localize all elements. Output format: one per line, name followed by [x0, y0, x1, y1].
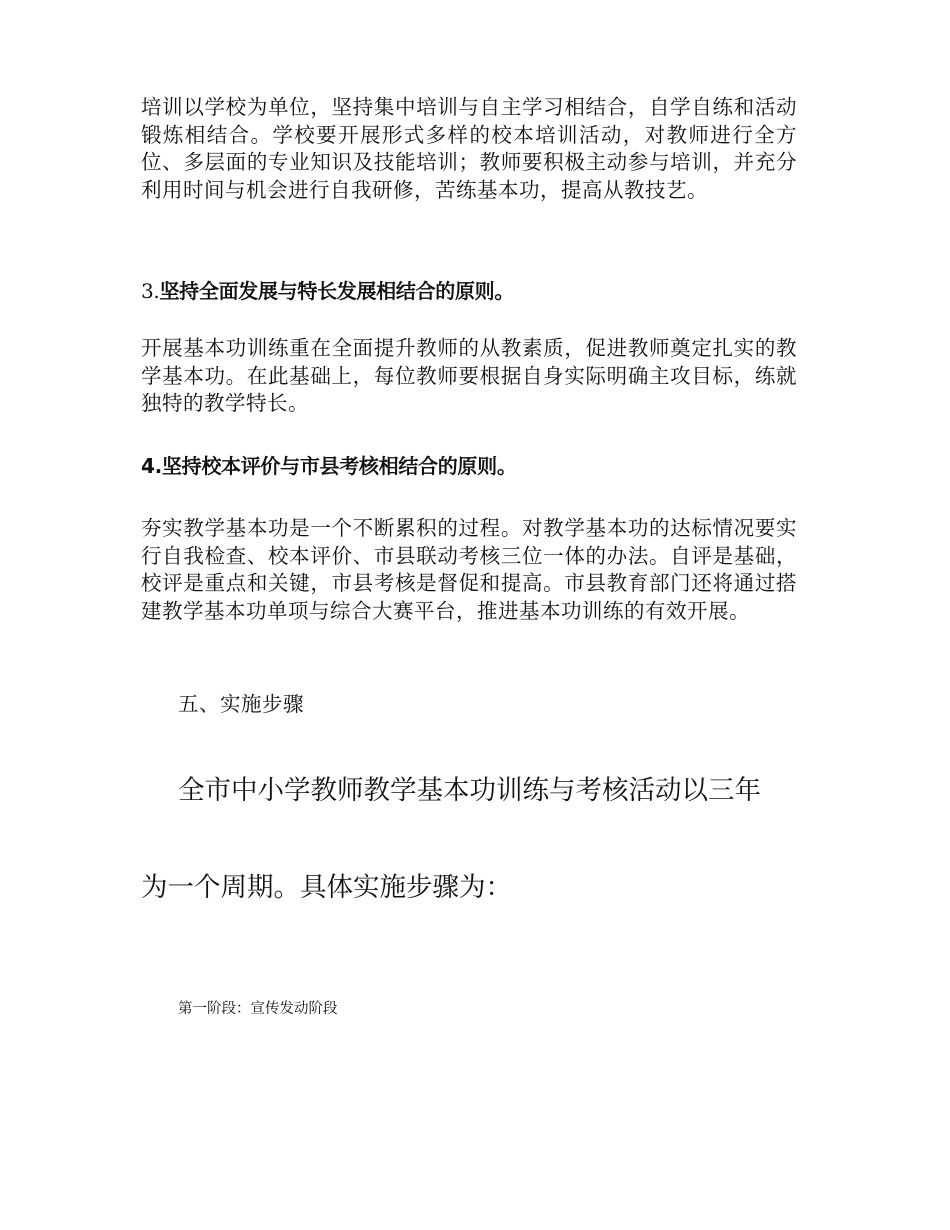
stage-1-label: 第一阶段：宣传发动阶段: [178, 1001, 338, 1017]
intro-line-1: 全市中小学教师教学基本功训练与考核活动以三年: [178, 775, 761, 806]
heading-principle-3-text: 坚持全面发展与特长发展相结合的原则。: [159, 279, 515, 303]
heading-principle-4: 4.坚持校本评价与市县考核相结合的原则。: [141, 454, 517, 478]
paragraph-training-unit: 培训以学校为单位，坚持集中培训与自主学习相结合，自学自练和活动锻炼相结合。学校要开展形式多样的校本培训活动，对教师进行全方位、多层面的专业知识及技能培训；教师要积极主动参与培训，并充分利用时间与机会进行自我研修，苦练基本功，提高从教技艺。: [141, 95, 797, 202]
section-heading-implementation-steps: 五、实施步骤: [178, 692, 304, 716]
intro-line-2: 为一个周期。具体实施步骤为：: [141, 872, 512, 903]
paragraph-evaluation: 夯实教学基本功是一个不断累积的过程。对教学基本功的达标情况要实行自我检查、校本评价、市县联动考核三位一体的办法。自评是基础，校评是重点和关键，市县考核是督促和提高。市县教育部门还将通过搭建教学基本功单项与综合大赛平台，推进基本功训练的有效开展。: [141, 516, 797, 623]
heading-principle-3: [141, 277, 797, 305]
heading-principle-3-number: 3.: [141, 279, 160, 303]
paragraph-all-round-development: 开展基本功训练重在全面提升教师的从教素质，促进教师奠定扎实的教学基本功。在此基础上，每位教师要根据自身实际明确主攻目标，练就独特的教学特长。: [141, 336, 797, 415]
